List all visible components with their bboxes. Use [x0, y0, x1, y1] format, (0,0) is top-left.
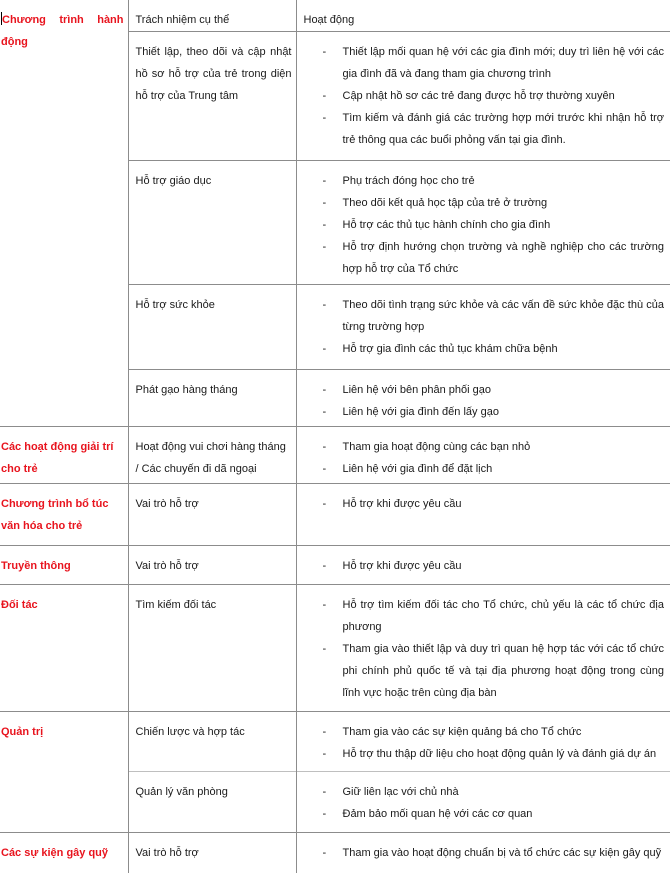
activity-cell — [296, 772, 670, 833]
activity-text: Hỗ trợ khi được yêu cầu — [342, 498, 462, 510]
activity-text: Cập nhật hồ sơ các trẻ đang được hỗ trợ thường xuyên — [342, 90, 615, 102]
table-row — [0, 427, 670, 484]
activity-cell — [296, 370, 670, 427]
dash-bullet: - — [322, 46, 327, 58]
dash-bullet: - — [322, 175, 327, 187]
program-cell: Chương trình bổ túc văn hóa cho trẻ — [0, 484, 128, 546]
activity-item — [297, 236, 667, 280]
program-label: Chương trình hành động — [1, 14, 124, 48]
activity-list — [297, 294, 667, 360]
responsibility-cell: Thiết lập, theo dõi và cập nhật hồ sơ hỗ trợ của trẻ trong diện hỗ trợ của Trung tâm — [128, 32, 296, 161]
activity-text: Thiết lập mối quan hệ với các gia đình mới; duy trì liên hệ với các gia đình đã và đang tham gia chương trình — [342, 46, 664, 80]
activity-item — [297, 107, 667, 151]
activity-list — [297, 781, 667, 825]
activity-cell — [296, 427, 670, 484]
dash-bullet: - — [322, 643, 327, 655]
dash-bullet: - — [322, 343, 327, 355]
activity-item — [297, 493, 667, 515]
activity-item — [297, 170, 667, 192]
dash-bullet: - — [322, 498, 327, 510]
activity-text: Hỗ trợ các thủ tục hành chính cho gia đình — [342, 219, 551, 231]
program-cell-action — [0, 0, 128, 427]
activity-text: Giữ liên lạc với chủ nhà — [342, 786, 459, 798]
activity-text: Hỗ trợ khi được yêu cầu — [342, 560, 462, 572]
activity-text: Hỗ trợ tìm kiếm đối tác cho Tổ chức, chủ yếu là các tổ chức địa phương — [342, 599, 664, 633]
table-row — [0, 833, 670, 873]
activity-item — [297, 638, 667, 704]
activity-item — [297, 803, 667, 825]
activity-item — [297, 41, 667, 85]
responsibility-cell: Hỗ trợ giáo dục — [128, 161, 296, 285]
activity-list — [297, 594, 667, 704]
program-cell: Truyền thông — [0, 546, 128, 585]
activity-cell — [296, 712, 670, 772]
activity-item — [297, 379, 667, 401]
activity-text: Tìm kiếm và đánh giá các trường hợp mới trước khi nhận hỗ trợ trẻ thông qua các buổi phỏng vấn tại gia đình. — [342, 112, 664, 146]
dash-bullet: - — [322, 441, 327, 453]
dash-bullet: - — [322, 384, 327, 396]
table-row — [0, 585, 670, 712]
program-cell: Các sự kiện gây quỹ — [0, 833, 128, 873]
activity-text: Theo dõi kết quả học tập của trẻ ở trường — [342, 197, 548, 209]
activity-text: Tham gia hoạt động cùng các bạn nhỏ — [342, 441, 531, 453]
activity-item — [297, 555, 667, 577]
activity-text: Liên hệ với gia đình để đặt lịch — [342, 463, 493, 475]
dash-bullet: - — [322, 748, 327, 760]
dash-bullet: - — [322, 786, 327, 798]
activity-item — [297, 594, 667, 638]
dash-bullet: - — [322, 90, 327, 102]
activity-item — [297, 458, 667, 480]
header-row — [0, 0, 670, 32]
responsibility-cell: Vai trò hỗ trợ — [128, 546, 296, 585]
activity-text: Hỗ trợ gia đình các thủ tục khám chữa bệnh — [342, 343, 558, 355]
activity-text: Phụ trách đóng học cho trẻ — [342, 175, 475, 187]
activity-cell — [296, 32, 670, 161]
activity-text: Tham gia vào thiết lập và duy trì quan hệ hợp tác với các tổ chức phi chính phủ quốc tế và tại địa phương hoạt động trong cùng lĩnh vực hoặc trên cùng địa bàn — [342, 643, 664, 699]
responsibility-cell: Phát gạo hàng tháng — [128, 370, 296, 427]
dash-bullet: - — [322, 599, 327, 611]
dash-bullet: - — [322, 847, 327, 859]
activity-list — [297, 842, 667, 864]
activity-text: Đảm bảo mối quan hệ với các cơ quan — [342, 808, 533, 820]
dash-bullet: - — [322, 406, 327, 418]
activity-text: Theo dõi tình trạng sức khỏe và các vấn đề sức khỏe đặc thù của từng trường hợp — [342, 299, 664, 333]
responsibility-cell: Hỗ trợ sức khỏe — [128, 285, 296, 370]
activity-item — [297, 294, 667, 338]
activity-list — [297, 436, 667, 480]
activity-text: Hỗ trợ định hướng chọn trường và nghề nghiệp cho các trường hợp hỗ trợ của Tổ chức — [342, 241, 664, 275]
activity-item — [297, 436, 667, 458]
table-row — [0, 484, 670, 546]
responsibility-cell: Quản lý văn phòng — [128, 772, 296, 833]
activity-item — [297, 842, 667, 864]
activity-list — [297, 379, 667, 423]
activity-list — [297, 170, 667, 280]
activity-cell — [296, 484, 670, 546]
dash-bullet: - — [322, 560, 327, 572]
table-row — [0, 546, 670, 585]
activity-item — [297, 743, 667, 765]
activity-item — [297, 85, 667, 107]
activity-item — [297, 214, 667, 236]
program-cell: Các hoạt động giải trí cho trẻ — [0, 427, 128, 484]
responsibility-cell: Vai trò hỗ trợ — [128, 833, 296, 873]
responsibility-cell: Vai trò hỗ trợ — [128, 484, 296, 546]
activity-list — [297, 493, 667, 515]
dash-bullet: - — [322, 726, 327, 738]
dash-bullet: - — [322, 808, 327, 820]
header-activity: Hoạt động — [296, 0, 670, 32]
activity-item — [297, 781, 667, 803]
responsibility-cell: Chiến lược và hợp tác — [128, 712, 296, 772]
program-cell: Quản trị — [0, 712, 128, 833]
dash-bullet: - — [322, 197, 327, 209]
activity-item — [297, 401, 667, 423]
responsibility-cell: Tìm kiếm đối tác — [128, 585, 296, 712]
dash-bullet: - — [322, 219, 327, 231]
activity-cell — [296, 546, 670, 585]
activity-item — [297, 338, 667, 360]
activity-list — [297, 555, 667, 577]
activity-text: Liên hệ với bên phân phối gạo — [342, 384, 491, 396]
activity-item — [297, 721, 667, 743]
activity-text: Tham gia vào các sự kiện quảng bá cho Tổ chức — [342, 726, 582, 738]
dash-bullet: - — [322, 463, 327, 475]
activity-text: Hỗ trợ thu thập dữ liệu cho hoạt động quản lý và đánh giá dự án — [342, 748, 657, 760]
activity-cell — [296, 161, 670, 285]
activity-list — [297, 41, 667, 151]
responsibility-cell: Hoạt động vui chơi hàng tháng / Các chuyến đi dã ngoại — [128, 427, 296, 484]
activity-item — [297, 192, 667, 214]
program-cell: Đối tác — [0, 585, 128, 712]
activity-cell — [296, 585, 670, 712]
activity-text: Tham gia vào hoạt động chuẩn bị và tổ chức các sự kiện gây quỹ — [342, 847, 662, 859]
activity-cell — [296, 833, 670, 873]
header-responsibility: Trách nhiệm cụ thể — [128, 0, 296, 32]
activity-list — [297, 721, 667, 765]
activity-cell — [296, 285, 670, 370]
dash-bullet: - — [322, 112, 327, 124]
activity-text: Liên hệ với gia đình đến lấy gạo — [342, 406, 499, 418]
dash-bullet: - — [322, 299, 327, 311]
table-row — [0, 712, 670, 772]
dash-bullet: - — [322, 241, 327, 253]
